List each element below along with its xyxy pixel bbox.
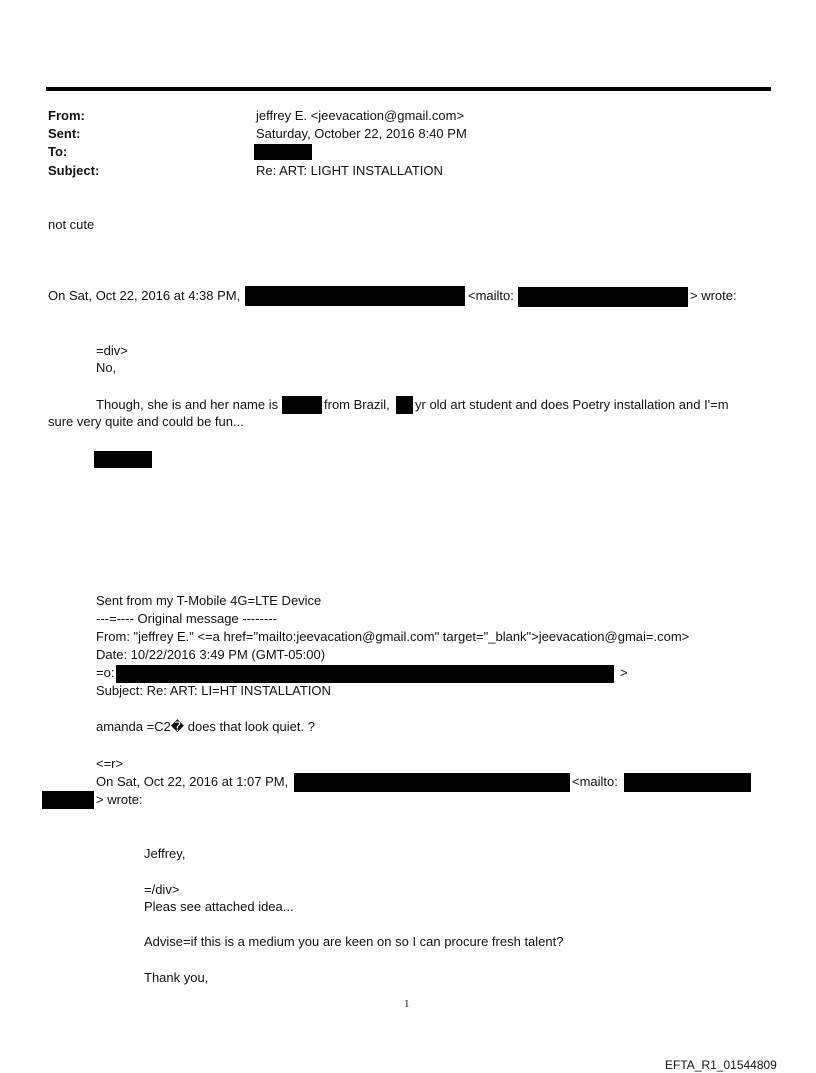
orig-subject: Subject: Re: ART: LI=HT INSTALLATION	[96, 683, 331, 698]
amanda-text: amanda =C2� does that look quiet. ?	[96, 719, 315, 734]
no-text: No,	[96, 360, 117, 375]
orig-date: Date: 10/22/2016 3:49 PM (GMT-05:00)	[96, 647, 326, 662]
though-a: Though, she is and her name is	[96, 397, 279, 412]
reply-text: not cute	[48, 217, 95, 232]
thanks-text: Thank you,	[144, 970, 209, 985]
quote2-name-redaction	[294, 773, 570, 792]
quote1-email-redaction	[518, 287, 688, 307]
div-open: =div>	[96, 343, 128, 358]
advise-text: Advise=if this is a medium you are keen on so I can procure fresh talent?	[144, 934, 564, 949]
sent-value: Saturday, October 22, 2016 8:40 PM	[256, 126, 467, 141]
from-label: From:	[48, 108, 85, 123]
quote1-prefix: On Sat, Oct 22, 2016 at 4:38 PM,	[48, 288, 241, 303]
quote2-prefix: On Sat, Oct 22, 2016 at 1:07 PM,	[96, 774, 289, 789]
div-close: =/div>	[144, 882, 180, 897]
name-redaction	[282, 396, 322, 414]
age-redaction	[396, 396, 413, 414]
quote2-wrote: > wrote:	[96, 792, 143, 807]
subject-label: Subject:	[48, 163, 100, 178]
to-redaction	[254, 144, 312, 160]
orig-from: From: "jeffrey E." <=a href="mailto:jeevacation@gmail.com" target="_blank">jeevacation@gmai=.com>	[96, 629, 690, 644]
page-number: 1	[404, 998, 410, 1010]
quote2-email-redaction-cont	[42, 791, 94, 809]
orig-to-redaction	[116, 665, 614, 683]
signature-redaction	[94, 451, 152, 468]
orig-to: =o:	[96, 665, 115, 680]
orig-to-end: >	[620, 665, 628, 680]
header-rule	[46, 87, 771, 91]
though-b: from Brazil,	[324, 397, 390, 412]
quote1-name-redaction	[245, 286, 465, 306]
quote1-wrote: > wrote:	[690, 288, 737, 303]
pleas-text: Pleas see attached idea...	[144, 899, 294, 914]
jeffrey-greeting: Jeffrey,	[144, 846, 186, 861]
though-c: yr old art student and does Poetry installation and I'=m	[415, 397, 729, 412]
sent-from: Sent from my T-Mobile 4G=LTE Device	[96, 593, 322, 608]
r-tag: <=r>	[96, 756, 124, 771]
though-d: sure very quite and could be fun...	[48, 414, 244, 429]
to-label: To:	[48, 144, 68, 159]
quote2-email-redaction	[624, 773, 751, 792]
orig-msg: ---=---- Original message --------	[96, 611, 277, 626]
quote1-mailto: <mailto:	[468, 288, 514, 303]
quote2-mailto: <mailto:	[572, 774, 618, 789]
from-value: jeffrey E. <jeevacation@gmail.com>	[256, 108, 465, 123]
document-id: EFTA_R1_01544809	[665, 1058, 777, 1072]
subject-value: Re: ART: LIGHT INSTALLATION	[256, 163, 443, 178]
sent-label: Sent:	[48, 126, 81, 141]
